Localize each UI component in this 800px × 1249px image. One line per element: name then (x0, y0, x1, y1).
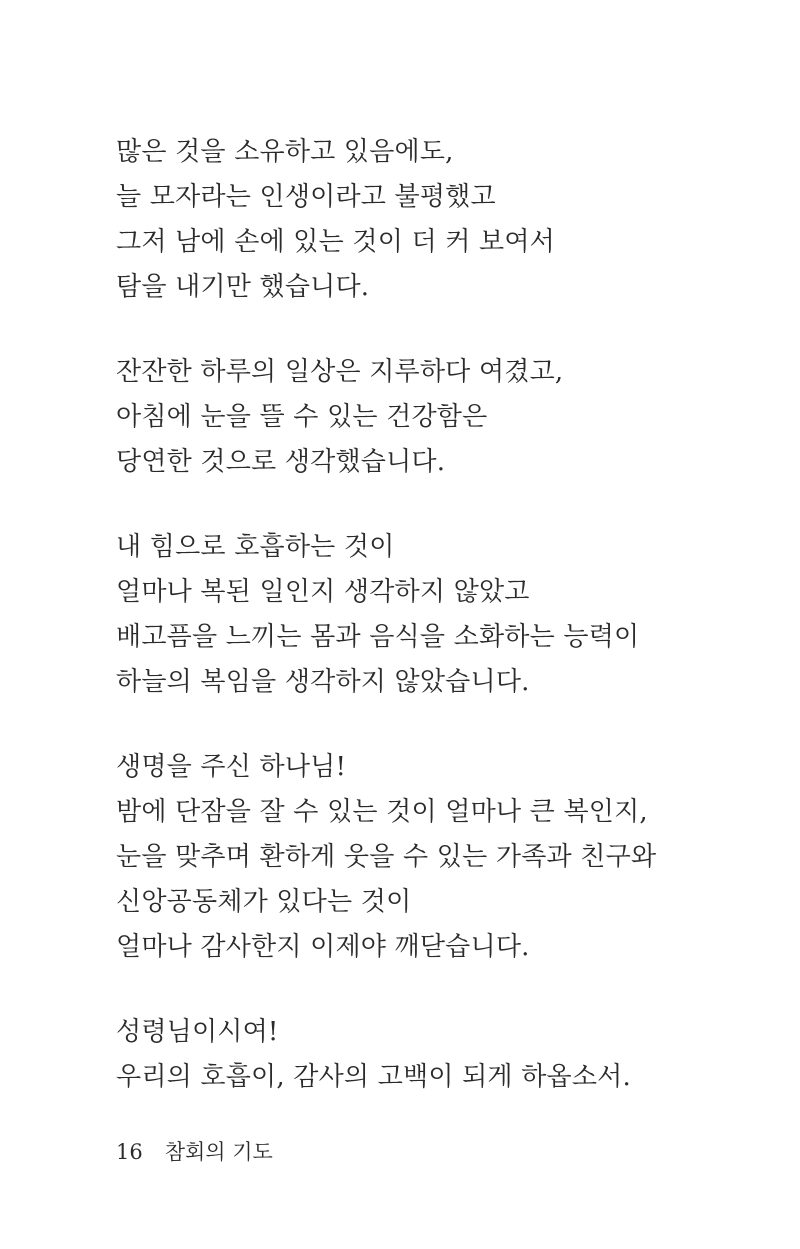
stanza-5 (116, 1010, 756, 1100)
section-title: 참회의 기도 (164, 1140, 273, 1164)
poem-line: 하늘의 복임을 생각하지 않았습니다. (116, 667, 530, 697)
stanza-3 (116, 525, 756, 705)
poem-line: 늘 모자라는 인생이라고 불평했고 (116, 182, 496, 212)
page-footer (116, 1137, 273, 1167)
poem-line: 아침에 눈을 뜰 수 있는 건강함은 (116, 402, 488, 432)
poem-line: 내 힘으로 호흡하는 것이 (116, 532, 395, 562)
poem-line: 생명을 주신 하나님! (116, 752, 347, 782)
poem-line: 우리의 호흡이, 감사의 고백이 되게 하옵소서. (116, 1062, 631, 1092)
poem-line: 배고픔을 느끼는 몸과 음식을 소화하는 능력이 (116, 622, 640, 652)
poem-line: 탐을 내기만 했습니다. (116, 272, 370, 302)
poem-line: 당연한 것으로 생각했습니다. (116, 447, 446, 477)
poem-line: 많은 것을 소유하고 있음에도, (116, 137, 454, 167)
poem-line: 그저 남에 손에 있는 것이 더 커 보여서 (116, 227, 555, 257)
prayer-poem (116, 130, 756, 1100)
stanza-4 (116, 745, 756, 970)
poem-line: 신앙공동체가 있다는 것이 (116, 887, 412, 917)
stanza-2 (116, 350, 756, 485)
poem-line: 밤에 단잠을 잘 수 있는 것이 얼마나 큰 복인지, (116, 797, 648, 827)
poem-line: 얼마나 복된 일인지 생각하지 않았고 (116, 577, 530, 607)
poem-line: 성령님이시여! (116, 1017, 279, 1047)
stanza-1 (116, 130, 756, 310)
page-number: 16 (116, 1140, 143, 1164)
poem-line: 얼마나 감사한지 이제야 깨닫습니다. (116, 932, 530, 962)
poem-line: 잔잔한 하루의 일상은 지루하다 여겼고, (116, 357, 564, 387)
poem-line: 눈을 맞추며 환하게 웃을 수 있는 가족과 친구와 (116, 842, 657, 872)
